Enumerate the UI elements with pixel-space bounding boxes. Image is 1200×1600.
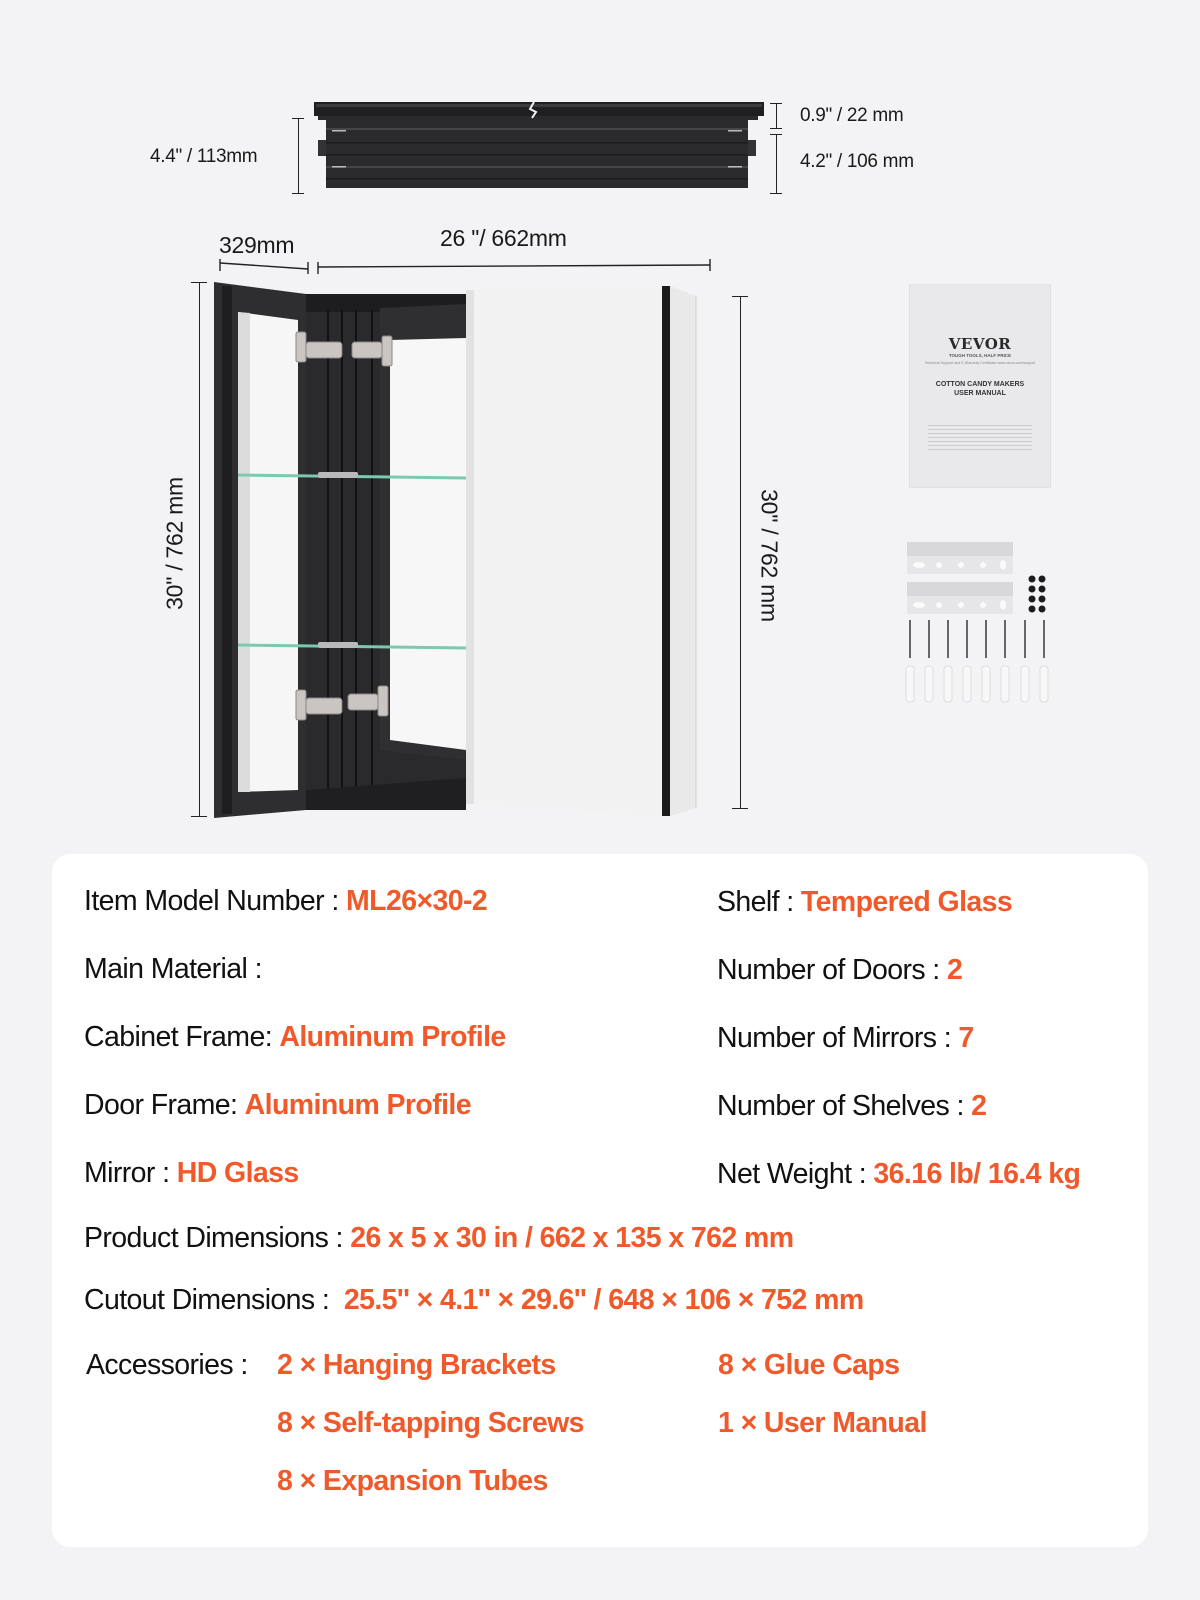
expansion-tube-icons bbox=[906, 666, 1048, 702]
manual-tagline: TOUGH TOOLS, HALF PRICE bbox=[948, 353, 1012, 358]
spec-number-of-shelves: Number of Shelves : 2 bbox=[717, 1090, 987, 1122]
spec-cutout-dimensions: Cutout Dimensions : 25.5'' × 4.1'' × 29.6'' / 648 × 106 × 752 mm bbox=[84, 1284, 864, 1316]
accessory-item: 8 × Self-tapping Screws bbox=[277, 1407, 584, 1439]
cabinet-top-profile-image bbox=[314, 102, 764, 190]
spec-shelf: Shelf : Tempered Glass bbox=[717, 886, 1013, 918]
width-dimension-lines bbox=[210, 255, 720, 275]
cabinet-width-label: 26 ''/ 662mm bbox=[440, 225, 567, 251]
dimension-tick bbox=[191, 816, 207, 817]
user-manual-image bbox=[909, 284, 1051, 488]
accessory-item: 8 × Glue Caps bbox=[718, 1349, 900, 1381]
height-label-left: 30'' / 762 mm bbox=[161, 477, 188, 610]
dimension-tick bbox=[770, 193, 782, 194]
spec-number-of-mirrors: Number of Mirrors : 7 bbox=[717, 1022, 974, 1054]
spec-main-material: Main Material : bbox=[84, 953, 262, 985]
glue-cap-icons bbox=[1029, 576, 1046, 613]
hanging-bracket-icons bbox=[907, 542, 1013, 614]
dimension-tick bbox=[191, 282, 207, 283]
spec-number-of-doors: Number of Doors : 2 bbox=[717, 954, 963, 986]
accessory-item: 1 × User Manual bbox=[718, 1407, 927, 1439]
accessory-item: 8 × Expansion Tubes bbox=[277, 1465, 548, 1497]
door-depth-label: 0.9" / 22 mm bbox=[800, 105, 904, 126]
overall-depth-label: 4.4" / 113mm bbox=[150, 146, 258, 167]
manual-fine-print bbox=[928, 425, 1032, 451]
spec-net-weight: Net Weight : 36.16 lb/ 16.4 kg bbox=[717, 1158, 1081, 1190]
medicine-cabinet-image bbox=[210, 280, 715, 820]
spec-door-frame: Door Frame: Aluminum Profile bbox=[84, 1089, 472, 1121]
body-depth-label: 4.2" / 106 mm bbox=[800, 151, 914, 172]
height-dimension-line-left bbox=[199, 282, 200, 817]
spec-mirror: Mirror : HD Glass bbox=[84, 1157, 299, 1189]
height-label-right: 30'' / 762 mm bbox=[756, 489, 783, 622]
body-depth-dimension-line bbox=[776, 134, 777, 194]
accessory-item: 2 × Hanging Brackets bbox=[277, 1349, 556, 1381]
height-dimension-line-right bbox=[740, 296, 741, 809]
dimension-tick bbox=[732, 808, 748, 809]
spec-model-number: Item Model Number : ML26×30-2 bbox=[84, 885, 488, 917]
manual-brand: VEVOR bbox=[948, 335, 1012, 353]
dimension-tick bbox=[770, 103, 782, 104]
dimension-tick bbox=[770, 134, 782, 135]
manual-title: COTTON CANDY MAKERS USER MANUAL bbox=[935, 381, 1025, 397]
overall-depth-dimension-line bbox=[298, 118, 299, 194]
dimension-tick bbox=[292, 118, 304, 119]
dimension-tick bbox=[770, 128, 782, 129]
door-depth-dimension-line bbox=[776, 103, 777, 129]
dimension-tick bbox=[292, 193, 304, 194]
manual-support-line: Technical Support and E-Warranty Certificate www.vevor.com/support bbox=[924, 361, 1036, 365]
dimension-tick bbox=[732, 296, 748, 297]
spec-cabinet-frame: Cabinet Frame: Aluminum Profile bbox=[84, 1021, 506, 1053]
screw-icons bbox=[910, 620, 1044, 658]
mounting-hardware-image bbox=[905, 540, 1055, 705]
spec-accessories-label: Accessories : bbox=[86, 1349, 248, 1381]
door-open-width-label: 329mm bbox=[219, 232, 295, 258]
spec-product-dimensions: Product Dimensions : 26 x 5 x 30 in / 662 x 135 x 762 mm bbox=[84, 1222, 794, 1254]
